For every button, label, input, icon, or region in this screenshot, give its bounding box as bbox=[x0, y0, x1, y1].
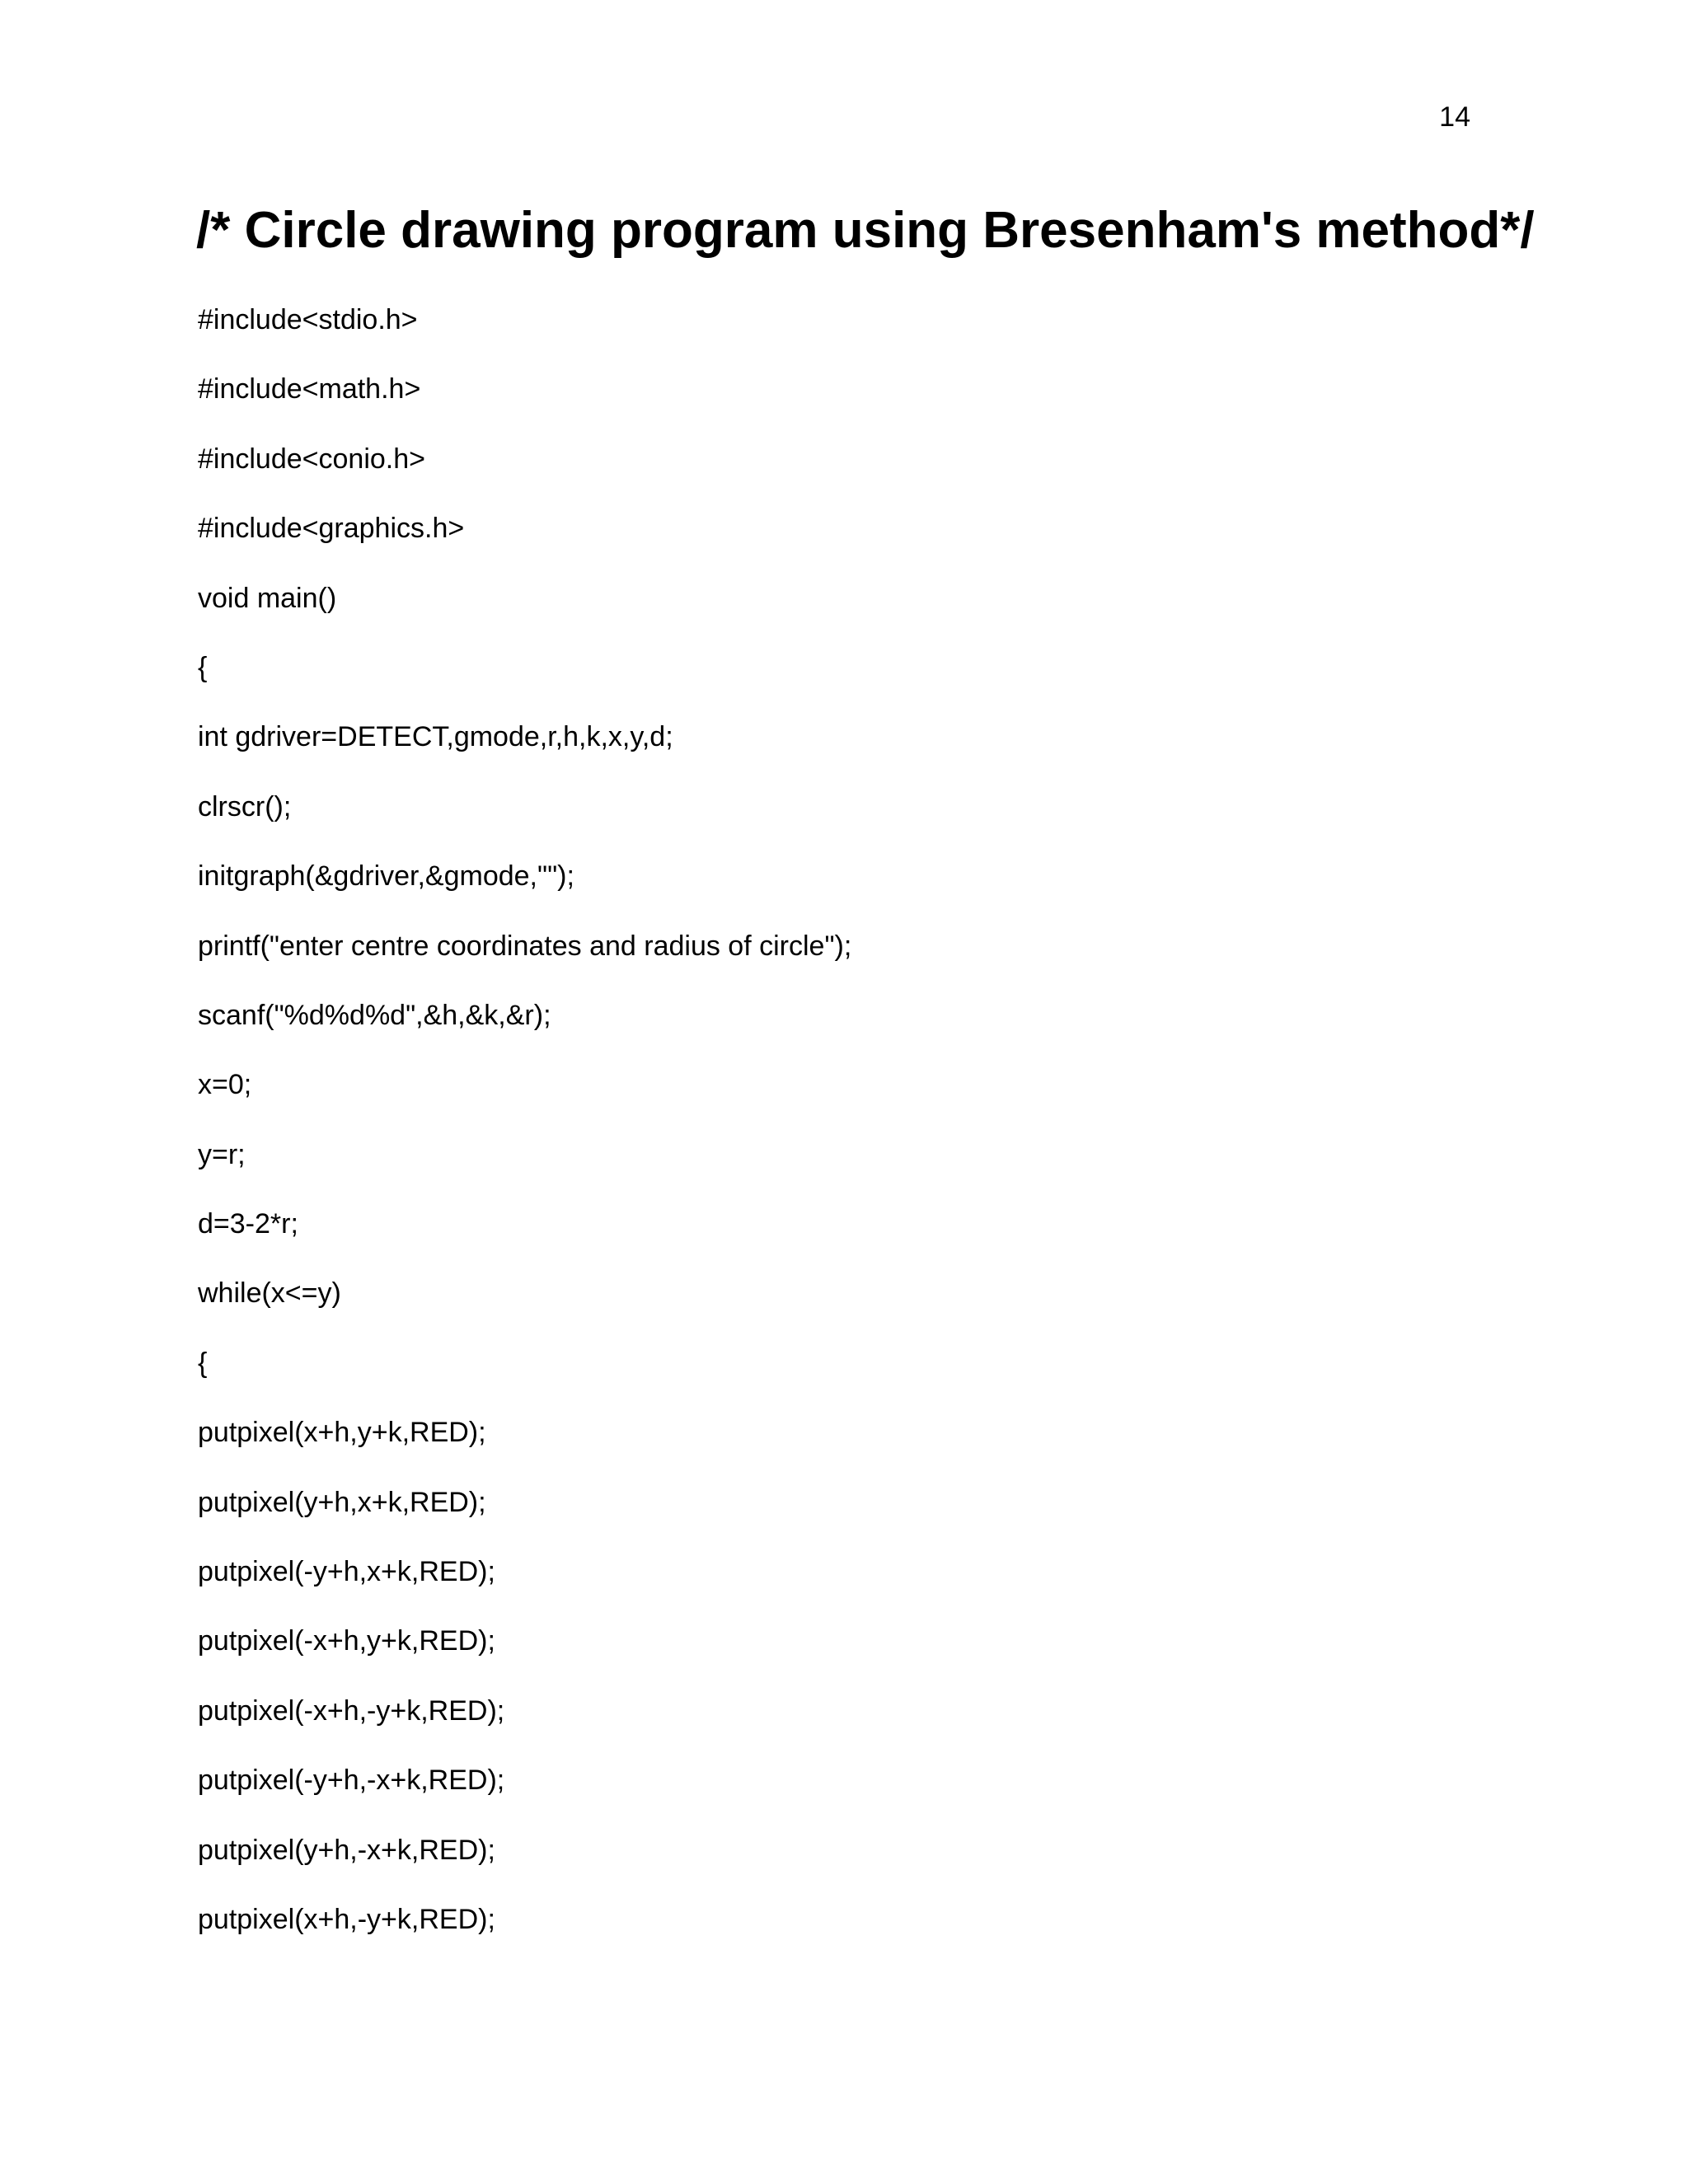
code-line: while(x<=y) bbox=[198, 1277, 341, 1310]
code-line: x=0; bbox=[198, 1069, 252, 1101]
code-line: putpixel(-y+h,-x+k,RED); bbox=[198, 1765, 505, 1797]
code-line: d=3-2*r; bbox=[198, 1208, 298, 1240]
code-line: scanf("%d%d%d",&h,&k,&r); bbox=[198, 999, 551, 1031]
code-line: y=r; bbox=[198, 1138, 246, 1170]
code-line: { bbox=[198, 651, 208, 683]
code-line: int gdriver=DETECT,gmode,r,h,k,x,y,d; bbox=[198, 721, 673, 753]
code-line: #include<conio.h> bbox=[198, 443, 426, 475]
code-line: #include<graphics.h> bbox=[198, 513, 465, 545]
code-line: putpixel(y+h,-x+k,RED); bbox=[198, 1834, 495, 1866]
page-title: /* Circle drawing program using Bresenham's method*/ bbox=[196, 202, 1535, 259]
code-line: putpixel(x+h,-y+k,RED); bbox=[198, 1903, 495, 1935]
code-line: putpixel(-x+h,y+k,RED); bbox=[198, 1625, 495, 1657]
code-line: putpixel(-x+h,-y+k,RED); bbox=[198, 1694, 505, 1727]
code-line: putpixel(-y+h,x+k,RED); bbox=[198, 1556, 495, 1588]
code-line: clrscr(); bbox=[198, 790, 292, 823]
code-line: printf("enter centre coordinates and radius of circle"); bbox=[198, 930, 852, 962]
page-number: 14 bbox=[1439, 101, 1470, 133]
code-line: putpixel(y+h,x+k,RED); bbox=[198, 1486, 486, 1518]
code-line: #include<stdio.h> bbox=[198, 304, 418, 335]
code-line: initgraph(&gdriver,&gmode,""); bbox=[198, 860, 574, 893]
code-listing bbox=[198, 300, 851, 1969]
code-line: #include<math.h> bbox=[198, 373, 421, 405]
code-line: putpixel(x+h,y+k,RED); bbox=[198, 1417, 486, 1449]
code-line: { bbox=[198, 1347, 208, 1379]
code-line: void main() bbox=[198, 582, 337, 614]
